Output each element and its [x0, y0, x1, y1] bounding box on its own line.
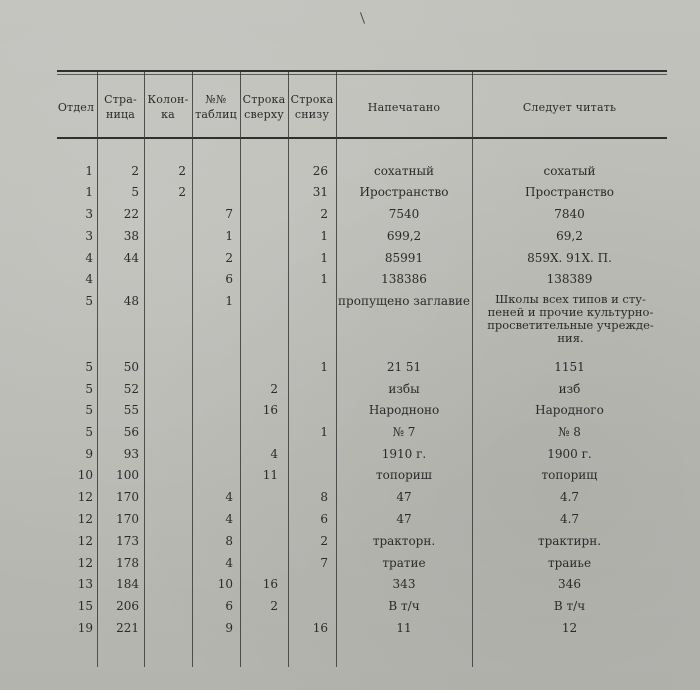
header-stranitsa-line1: Стра- — [104, 93, 137, 106]
cell-str: 44 — [123, 251, 139, 265]
cell-sn: 8 — [320, 490, 328, 504]
cell-kol — [144, 617, 186, 639]
cell-sv — [240, 225, 278, 247]
table-row — [0, 530, 700, 552]
cell-sn: 2 — [320, 534, 328, 548]
cell-sled: топорищ — [541, 468, 598, 482]
cell-sv: 16 — [262, 403, 278, 417]
cell-sv: 16 — [262, 577, 278, 591]
table-row — [0, 378, 700, 400]
header-stroka-snizu-line2: снизу — [294, 108, 330, 121]
cell-otdel: 10 — [77, 468, 93, 482]
header-kolonka-line1: Колон- — [147, 93, 189, 106]
cell-sled: В т/ч — [553, 599, 586, 613]
cell-otdel: 1 — [85, 185, 93, 199]
cell-otdel: 5 — [85, 382, 93, 396]
cell-sv — [240, 617, 278, 639]
cell-sv — [240, 247, 278, 269]
cell-otdel: 19 — [77, 621, 93, 635]
cell-kol — [144, 378, 186, 400]
header-stroka-sverhu — [240, 78, 288, 136]
cell-nap: 21 51 — [386, 360, 422, 374]
header-napechatano — [336, 78, 472, 136]
cell-nap: 11 — [396, 621, 412, 635]
cell-tab: 8 — [225, 534, 233, 548]
cell-sled: изб — [558, 382, 581, 396]
cell-sled: Народного — [535, 403, 604, 417]
header-stranitsa-line2: ница — [105, 108, 136, 121]
cell-otdel: 12 — [77, 512, 93, 526]
cell-str — [97, 268, 139, 290]
ink-mark — [360, 12, 365, 24]
cell-sv — [240, 203, 278, 225]
cell-tab — [192, 181, 233, 203]
cell-tab: 10 — [217, 577, 233, 591]
cell-str: 55 — [123, 403, 139, 417]
table-top-rule — [57, 70, 667, 72]
cell-otdel: 13 — [77, 577, 93, 591]
cell-str: 173 — [116, 534, 139, 548]
cell-otdel: 12 — [77, 490, 93, 504]
cell-sn — [288, 290, 328, 312]
cell-sv — [240, 160, 278, 182]
cell-sv — [240, 421, 278, 443]
cell-nap: сохатный — [373, 164, 435, 178]
cell-str: 2 — [131, 164, 139, 178]
cell-sled: № 8 — [558, 425, 581, 439]
cell-kol — [144, 595, 186, 617]
cell-tab — [192, 443, 233, 465]
cell-sv — [240, 268, 278, 290]
cell-otdel: 3 — [85, 207, 93, 221]
table-row — [0, 464, 700, 486]
cell-sn: 1 — [320, 272, 328, 286]
cell-sled — [480, 293, 661, 345]
cell-kol — [144, 421, 186, 443]
cell-sled: 138389 — [546, 272, 593, 286]
cell-str: 170 — [116, 512, 139, 526]
cell-tab: 2 — [225, 251, 233, 265]
table-row — [0, 552, 700, 574]
cell-str: 206 — [116, 599, 139, 613]
cell-nap: тратие — [382, 556, 426, 570]
cell-sv — [240, 530, 278, 552]
cell-nap: пропущено заглавие — [338, 294, 470, 308]
cell-str: 52 — [123, 382, 139, 396]
cell-tab: 7 — [225, 207, 233, 221]
cell-sv — [240, 552, 278, 574]
cell-sled: 4.7 — [559, 512, 580, 526]
cell-kol — [144, 399, 186, 421]
cell-sn: 31 — [312, 185, 328, 199]
cell-nap: 343 — [392, 577, 416, 591]
cell-nap: № 7 — [392, 425, 416, 439]
cell-sv: 2 — [270, 599, 278, 613]
header-sleduet-text: Следует читать — [522, 100, 617, 114]
cell-sled: 12 — [561, 621, 578, 635]
cell-line: ния. — [557, 331, 584, 345]
cell-nap: 47 — [396, 512, 412, 526]
cell-tab — [192, 160, 233, 182]
cell-kol — [144, 268, 186, 290]
cell-tab — [192, 378, 233, 400]
cell-tab — [192, 464, 233, 486]
cell-sn — [288, 464, 328, 486]
cell-sv — [240, 356, 278, 378]
header-tablits — [192, 78, 240, 136]
cell-sn: 26 — [312, 164, 328, 178]
cell-otdel: 9 — [85, 447, 93, 461]
cell-str: 22 — [123, 207, 139, 221]
cell-sv — [240, 508, 278, 530]
cell-otdel: 5 — [85, 403, 93, 417]
cell-otdel: 5 — [85, 360, 93, 374]
cell-sv — [240, 181, 278, 203]
cell-sn — [288, 573, 328, 595]
header-sleduet — [472, 78, 667, 136]
cell-otdel: 12 — [77, 534, 93, 548]
header-napechatano-text: Напечатано — [367, 100, 441, 114]
table-row — [0, 181, 700, 203]
cell-nap: 138386 — [381, 272, 427, 286]
cell-sn: 1 — [320, 251, 328, 265]
cell-str: 56 — [123, 425, 139, 439]
cell-tab — [192, 399, 233, 421]
cell-nap: Народноно — [368, 403, 440, 417]
cell-nap: 7540 — [388, 207, 420, 221]
cell-str: 170 — [116, 490, 139, 504]
cell-sn: 6 — [320, 512, 328, 526]
header-stroka-snizu — [288, 78, 336, 136]
cell-kol — [144, 573, 186, 595]
cell-nap: В т/ч — [388, 599, 420, 613]
table-row — [0, 160, 700, 182]
table-row — [0, 443, 700, 465]
cell-sn: 1 — [320, 425, 328, 439]
cell-kol — [144, 290, 186, 312]
cell-nap: Иространство — [359, 185, 449, 199]
cell-str: 50 — [123, 360, 139, 374]
cell-nap: топориш — [376, 468, 432, 482]
header-stroka-sverhu-line2: сверху — [244, 108, 284, 121]
table-row — [0, 617, 700, 639]
cell-nap: тракторн. — [372, 534, 436, 548]
header-tablits-line1: №№ — [205, 93, 227, 106]
table-row — [0, 399, 700, 421]
cell-otdel: 15 — [77, 599, 93, 613]
table-row — [0, 486, 700, 508]
header-kolonka — [144, 78, 192, 136]
cell-kol: 2 — [178, 164, 186, 178]
cell-otdel: 5 — [85, 294, 93, 308]
cell-sv: 4 — [270, 447, 278, 461]
cell-sn — [288, 399, 328, 421]
header-stroka-snizu-line1: Строка — [290, 93, 334, 106]
table-row — [0, 268, 700, 290]
cell-tab: 4 — [225, 512, 233, 526]
cell-sn: 16 — [312, 621, 328, 635]
table-row — [0, 203, 700, 225]
cell-tab: 1 — [225, 294, 233, 308]
cell-sled: 1151 — [554, 360, 585, 374]
header-tablits-line2: таблиц — [195, 108, 237, 121]
cell-sled: 346 — [558, 577, 581, 591]
cell-tab: 4 — [225, 490, 233, 504]
table-row — [0, 225, 700, 247]
cell-kol — [144, 486, 186, 508]
cell-str: 93 — [123, 447, 139, 461]
cell-sled: 4.7 — [559, 490, 580, 504]
table-row — [0, 247, 700, 269]
cell-sn: 2 — [320, 207, 328, 221]
cell-line: Школы всех типов и сту- — [495, 292, 646, 306]
cell-tab: 1 — [225, 229, 233, 243]
cell-line: пеней и прочие культурно- — [487, 305, 654, 319]
cell-sn: 7 — [320, 556, 328, 570]
cell-otdel: 1 — [85, 164, 93, 178]
table-row — [0, 573, 700, 595]
cell-tab: 6 — [225, 599, 233, 613]
cell-tab: 6 — [225, 272, 233, 286]
cell-sled: трактирн. — [537, 534, 602, 548]
cell-nap: 85991 — [384, 251, 424, 265]
header-otdel — [55, 78, 97, 136]
cell-line: просветительные учрежде- — [487, 318, 654, 332]
cell-kol — [144, 530, 186, 552]
header-stroka-sverhu-line1: Строка — [242, 93, 286, 106]
cell-tab: 9 — [225, 621, 233, 635]
cell-sv: 2 — [270, 382, 278, 396]
cell-sv: 11 — [262, 468, 278, 482]
table-row — [0, 356, 700, 378]
table-row — [0, 508, 700, 530]
cell-sled: 69,2 — [556, 229, 583, 243]
cell-nap: 699,2 — [386, 229, 422, 243]
cell-sled: траиье — [547, 556, 592, 570]
cell-otdel: 3 — [85, 229, 93, 243]
cell-nap: избы — [388, 382, 420, 396]
cell-sled: 859Х. 91Х. П. — [527, 251, 612, 265]
cell-str: 48 — [123, 294, 139, 308]
cell-str: 5 — [131, 185, 139, 199]
cell-sn: 1 — [320, 229, 328, 243]
header-kolonka-line2: ка — [161, 108, 175, 121]
table-row — [0, 290, 700, 345]
cell-sn — [288, 443, 328, 465]
cell-kol: 2 — [178, 185, 186, 199]
table-row — [0, 595, 700, 617]
cell-kol — [144, 356, 186, 378]
cell-sv — [240, 290, 278, 312]
cell-kol — [144, 443, 186, 465]
table-top-rule-thin — [57, 74, 667, 75]
cell-otdel: 5 — [85, 425, 93, 439]
cell-sv — [240, 486, 278, 508]
cell-str: 100 — [116, 468, 139, 482]
cell-str: 221 — [116, 621, 139, 635]
cell-kol — [144, 225, 186, 247]
cell-sn — [288, 378, 328, 400]
cell-kol — [144, 247, 186, 269]
cell-str: 38 — [123, 229, 139, 243]
cell-sled: 7840 — [554, 207, 585, 221]
cell-kol — [144, 203, 186, 225]
header-bottom-rule — [57, 137, 667, 139]
header-otdel-text: Отдел — [57, 100, 95, 114]
table-row — [0, 421, 700, 443]
cell-otdel: 12 — [77, 556, 93, 570]
cell-kol — [144, 464, 186, 486]
cell-nap: 1910 г. — [381, 447, 427, 461]
cell-otdel: 4 — [85, 251, 93, 265]
cell-str: 184 — [116, 577, 139, 591]
header-stranitsa — [97, 78, 144, 136]
cell-nap: 47 — [396, 490, 412, 504]
cell-tab — [192, 421, 233, 443]
cell-sled: 1900 г. — [547, 447, 592, 461]
cell-sled: Пространство — [525, 185, 614, 199]
cell-kol — [144, 552, 186, 574]
cell-sled: сохатый — [543, 164, 596, 178]
cell-otdel: 4 — [85, 272, 93, 286]
cell-str: 178 — [116, 556, 139, 570]
cell-kol — [144, 508, 186, 530]
cell-tab — [192, 356, 233, 378]
cell-tab: 4 — [225, 556, 233, 570]
cell-sn: 1 — [320, 360, 328, 374]
cell-sn — [288, 595, 328, 617]
